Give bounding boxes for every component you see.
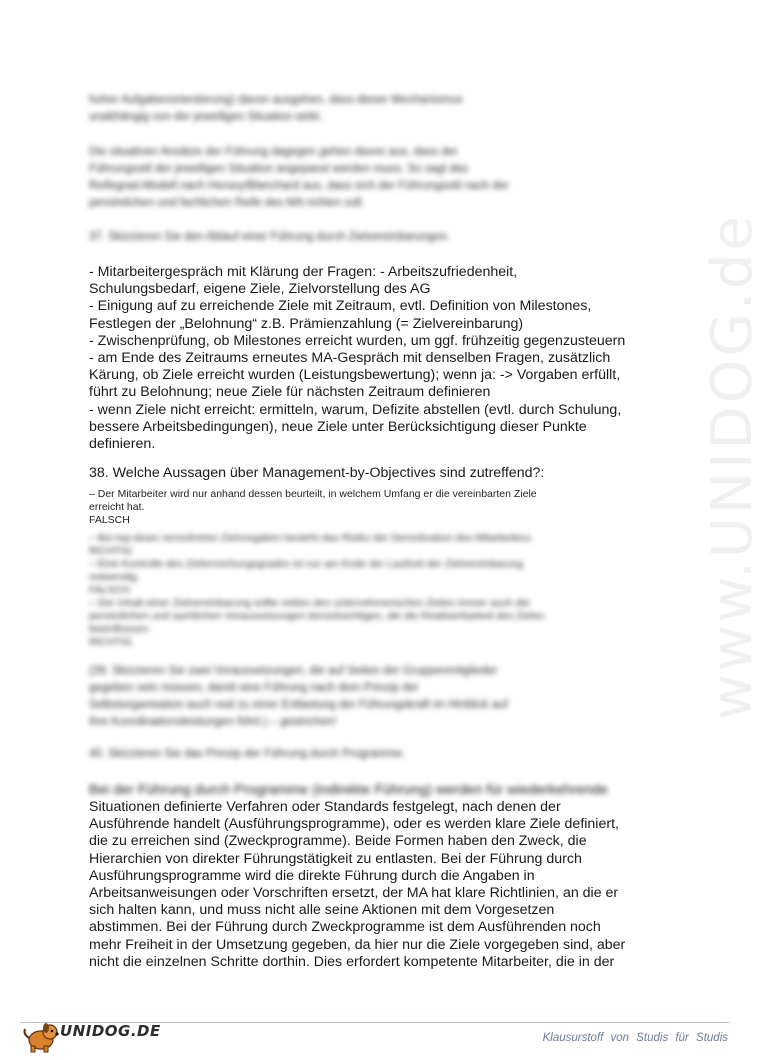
blurred-question-40: 40. Skizzieren Sie das Prinzip der Führung durch Programme. xyxy=(89,748,406,760)
answer-40: Situationen definierte Verfahren oder Standards festgelegt, nach denen der Ausführende handelt (Ausführungsprogramme), oder es werden klare Ziele definiert, die zu erreichen sind (Zweckprogramme). Beide Formen haben den Zweck, die Hierarchien von direkter Führungstätigkeit zu entlasten. Bei der Führung durch Ausführungsprogramme wird die direkte Führung durch die Angaben in Arbeitsanweisungen oder Vorschriften ersetzt, der MA hat klare Richtlinien, an die er sich halten kann, und muss nicht alle seine Aktionen mit dem Vorgesetzen abstimmen. Bei der Führung durch Zweckprogramme ist dem Ausführenden noch mehr Freiheit in der Umsetzung gegeben, da hier nur die Ziele vorgegeben sind, aber nicht die einzelnen Schritte dorthin. Dies erfordert kompetente Mitarbeiter, die in der xyxy=(89,799,626,970)
blurred-situational-text: Die situativen Ansätze der Führung dagegen gehen davon aus, dass der Führungsstil der jeweiligen Situation angepasst werden muss. So sagt das Reifegrad-Modell nach Hersey/Blanchard aus, dass sich der Führungsstil nach der persönlichen und fachlichen Reife des MA richten soll. xyxy=(89,146,509,209)
blurred-answer-40-first-line: Bei der Führung durch Programme (indirekte Führung) werden für wiederkehrende xyxy=(89,782,608,798)
blurred-question-37: 37. Skizzieren Sie den Ablauf einer Führung durch Zielvereinbarungen. xyxy=(89,231,451,243)
blurred-intro-text: hoher Aufgabenorientierung) davon ausgehen, dass dieser Mechanismus unabhängig von der jeweiligen Situation wirkt. xyxy=(89,94,463,123)
footer-tagline: Klausurstoff von Studis für Studis xyxy=(542,1032,728,1044)
blurred-question-39: (39. Skizzieren Sie zwei Voraussetzungen, die auf Seiten der Gruppenmitglieder gegeben sein müssen, damit eine Führung nach dem Prinzip der Selbstorganisation auch real zu einer Entlastung der Führungskraft im Hinblick auf ihre Koordinationsleistungen führt.) – gestrichen! xyxy=(89,665,508,728)
question-38-statement-1: – Der Mitarbeiter wird nur anhand dessen beurteilt, in welchem Umfang er die vereinbarten Ziele erreicht hat. FALSCH xyxy=(89,488,679,527)
answer-false: FALSCH xyxy=(89,514,130,526)
blurred-question-38-rest: – Bei top-down verordneten Zielvorgaben besteht das Risiko der Demotivation des Mitarbeiters. RICHTIG – Eine Kontrolle des Zielerreichungsgrades ist nur am Ende der Laufzeit der Zielvereinbarung notwendig. FALSCH – Der Inhalt einer Zielvereinbarung sollte neben den unternehmerischen Zielen immer auch die persönlichen und sachlichen Voraussetzungen berücksichtigen, die die Realisierbarkeit des Zieles beeinflussen. RICHTIG xyxy=(89,532,545,648)
watermark: www.UNIDOG.de xyxy=(700,213,765,720)
question-38: 38. Welche Aussagen über Management-by-Objectives sind zutreffend?: xyxy=(89,465,545,481)
answer-37: - Mitarbeitergespräch mit Klärung der Fragen: - Arbeitszufriedenheit, Schulungsbedarf, eigene Ziele, Zielvorstellung des AG - Einigung auf zu erreichende Ziele mit Zeitraum, evtl. Definition von Milestones, Festlegen der „Belohnung“ z.B. Prämienzahlung (= Zielvereinbarung) - Zwischenprüfung, ob Milestones erreicht wurden, um ggf. frühzeitig gegenzusteuern - am Ende des Zeitraums erneutes MA-Gespräch mit denselben Fragen, zusätzlich Kärung, ob Ziele erreicht wurden (Leistungsbewertung); wenn ja: -> Vorgaben erfüllt, führt zu Belohnung; neue Ziele für nächsten Zeitraum definieren - wenn Ziele nicht erreicht: ermitteln, warum, Defizite abstellen (evtl. durch Schulung, bessere Arbeitsbedingungen), neue Ziele unter Berücksichtigung dieser Punkte definieren. xyxy=(89,264,626,453)
logo-text: UNIDOG.DE xyxy=(60,1022,161,1040)
